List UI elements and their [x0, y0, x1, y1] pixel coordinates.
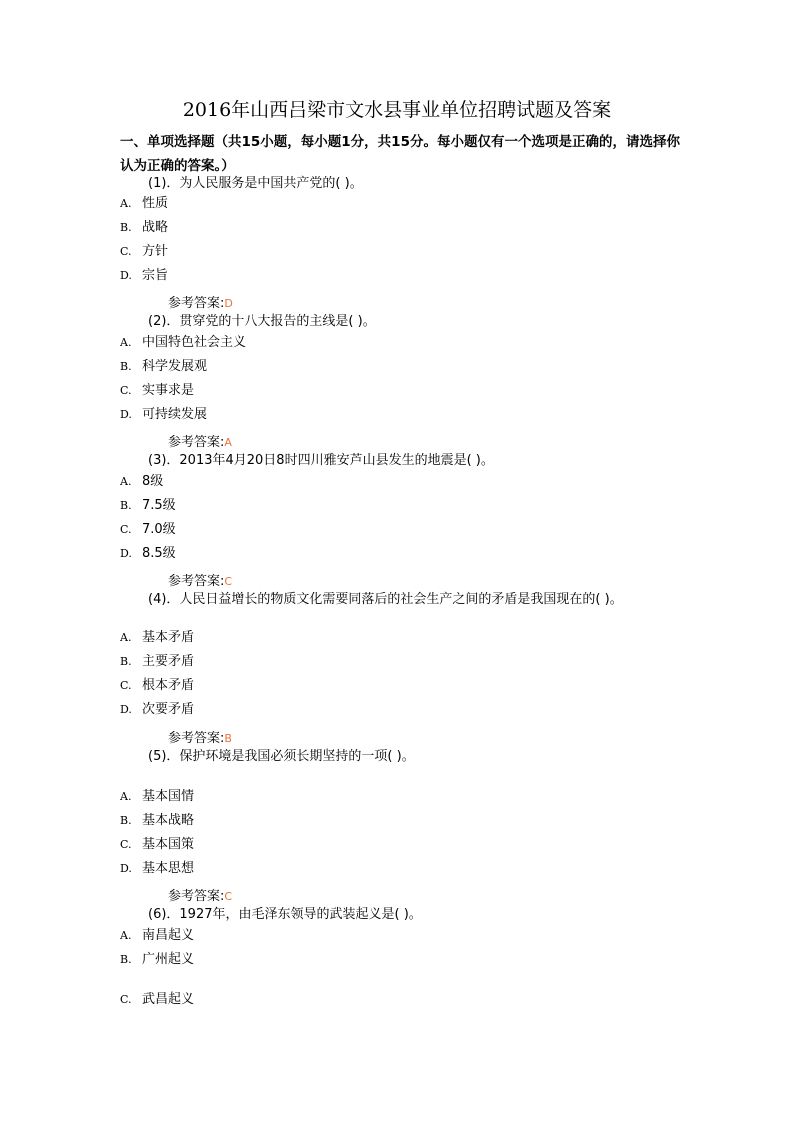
option-item	[120, 950, 194, 970]
option-letter: B.	[120, 221, 132, 234]
answer-label: 参考答案:	[168, 296, 225, 311]
option-item	[120, 926, 194, 946]
option-text: 中国特色社会主义	[142, 335, 247, 350]
option-text: 基本战略	[142, 813, 195, 828]
option-item	[120, 835, 194, 855]
answer-line	[168, 294, 233, 314]
option-item	[120, 381, 194, 401]
option-text: 7.5级	[142, 498, 176, 513]
option-item	[120, 787, 194, 807]
option-text: 宗旨	[142, 268, 169, 283]
option-text: 基本国情	[142, 789, 195, 804]
option-item	[120, 859, 194, 879]
option-item	[120, 472, 163, 492]
option-item	[120, 333, 246, 353]
option-letter: A.	[120, 790, 132, 803]
option-text: 8级	[142, 474, 164, 489]
option-letter: C.	[120, 523, 132, 536]
option-text: 战略	[142, 220, 169, 235]
question-text: (6)．1927年，由毛泽东领导的武装起义是( )。	[148, 907, 422, 922]
option-text: 次要矛盾	[142, 702, 195, 717]
option-item	[120, 811, 194, 831]
option-letter: B.	[120, 655, 132, 668]
option-letter: D.	[120, 547, 132, 560]
option-item	[120, 496, 176, 516]
option-letter: D.	[120, 408, 132, 421]
option-text: 性质	[142, 196, 169, 211]
document-title: 2016年山西吕梁市文水县事业单位招聘试题及答案	[182, 99, 612, 121]
answer-value: A	[224, 436, 232, 449]
option-letter: B.	[120, 499, 132, 512]
option-text: 南昌起义	[142, 928, 195, 943]
option-letter: A.	[120, 475, 132, 488]
answer-value: C	[224, 890, 233, 903]
answer-line	[168, 887, 232, 907]
question-text: (1)．为人民服务是中国共产党的( )。	[148, 176, 363, 191]
answer-label: 参考答案:	[168, 731, 225, 746]
option-text: 主要矛盾	[142, 654, 195, 669]
option-letter: A.	[120, 336, 132, 349]
option-item	[120, 544, 176, 564]
option-letter: B.	[120, 360, 132, 373]
question-text: (2)．贯穿党的十八大报告的主线是( )。	[148, 314, 376, 329]
answer-line	[168, 729, 232, 749]
question-text: (3)．2013年4月20日8时四川雅安芦山县发生的地震是( )。	[148, 453, 494, 468]
option-letter: A.	[120, 197, 132, 210]
answer-label: 参考答案:	[168, 574, 225, 589]
option-letter: D.	[120, 269, 132, 282]
option-letter: C.	[120, 838, 132, 851]
answer-label: 参考答案:	[168, 889, 225, 904]
option-text: 8.5级	[142, 546, 176, 561]
option-letter: C.	[120, 993, 132, 1006]
option-text: 7.0级	[142, 522, 176, 537]
option-item	[120, 520, 176, 540]
answer-value: D	[224, 297, 233, 310]
option-text: 基本国策	[142, 837, 195, 852]
option-item	[120, 242, 168, 262]
option-text: 科学发展观	[142, 359, 208, 374]
option-text: 基本矛盾	[142, 630, 195, 645]
answer-line	[168, 433, 232, 453]
option-item	[120, 990, 194, 1010]
option-item	[120, 266, 168, 286]
option-letter: B.	[120, 953, 132, 966]
option-letter: D.	[120, 862, 132, 875]
option-item	[120, 700, 194, 720]
option-item	[120, 218, 168, 238]
option-item	[120, 652, 194, 672]
option-text: 广州起义	[142, 952, 195, 967]
question-text: (4)．人民日益增长的物质文化需要同落后的社会生产之间的矛盾是我国现在的( )。	[148, 592, 623, 607]
option-letter: D.	[120, 703, 132, 716]
option-item	[120, 405, 207, 425]
option-text: 根本矛盾	[142, 678, 195, 693]
option-item	[120, 194, 168, 214]
answer-line	[168, 572, 232, 592]
option-text: 基本思想	[142, 861, 195, 876]
option-letter: C.	[120, 679, 132, 692]
option-text: 方针	[142, 244, 169, 259]
option-item	[120, 676, 194, 696]
option-text: 可持续发展	[142, 407, 208, 422]
option-text: 武昌起义	[142, 992, 195, 1007]
option-text: 实事求是	[142, 383, 195, 398]
section-heading: 一、单项选择题（共15小题，每小题1分，共15分。每小题仅有一个选项是正确的，请选择你认为正确的答案。）	[120, 134, 680, 174]
answer-label: 参考答案:	[168, 435, 225, 450]
option-letter: C.	[120, 245, 132, 258]
answer-value: B	[224, 732, 232, 745]
option-letter: C.	[120, 384, 132, 397]
answer-value: C	[224, 575, 233, 588]
option-item	[120, 628, 194, 648]
option-item	[120, 357, 207, 377]
option-letter: B.	[120, 814, 132, 827]
question-text: (5)．保护环境是我国必须长期坚持的一项( )。	[148, 749, 415, 764]
option-letter: A.	[120, 929, 132, 942]
option-letter: A.	[120, 631, 132, 644]
